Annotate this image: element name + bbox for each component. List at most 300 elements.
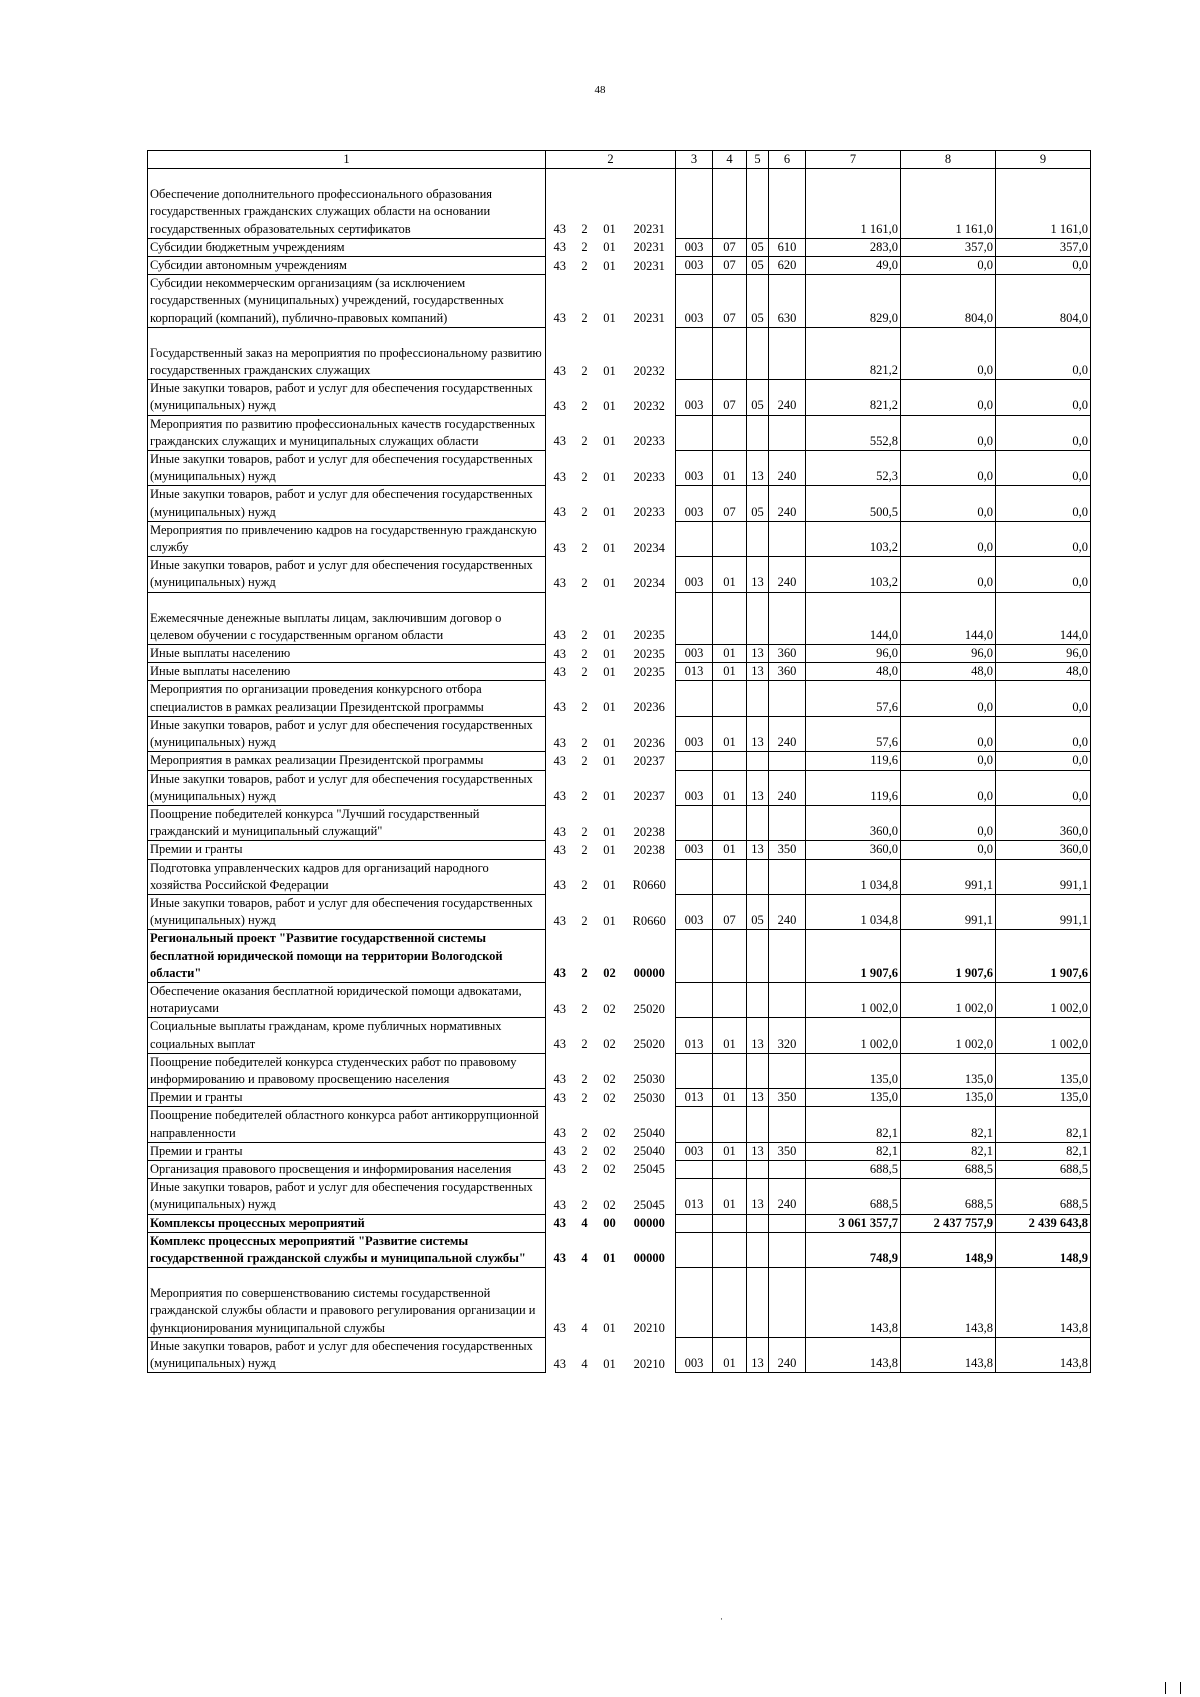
code-expense-type	[769, 805, 806, 840]
row-name: Иные закупки товаров, работ и услуг для обеспечения государственных (муниципальных) нужд	[148, 1337, 546, 1372]
amount-col-8: 0,0	[901, 681, 996, 716]
amount-col-8: 135,0	[901, 1089, 996, 1107]
amount-col-9: 0,0	[996, 380, 1091, 415]
scan-artifact-dot: ·	[720, 1614, 723, 1624]
code-subprogram: 2	[581, 789, 588, 804]
amount-col-7: 552,8	[806, 415, 901, 450]
code-section: 01	[713, 1179, 747, 1214]
code-expense-type: 240	[769, 1179, 806, 1214]
amount-col-9: 143,8	[996, 1337, 1091, 1372]
amount-col-8: 0,0	[901, 380, 996, 415]
amount-col-7: 1 002,0	[806, 1018, 901, 1053]
code-expense-type: 240	[769, 486, 806, 521]
table-row	[148, 380, 1091, 415]
code-section: 01	[713, 716, 747, 751]
code-expense-type	[769, 592, 806, 644]
code-program: 43	[546, 1107, 574, 1142]
code-structural-element: 01	[603, 575, 616, 590]
code-subprogram: 2	[581, 540, 588, 555]
amount-col-9: 1 161,0	[996, 169, 1091, 239]
code-section	[713, 327, 747, 379]
code-section	[713, 521, 747, 556]
code-subsection	[747, 1214, 769, 1232]
code-expense-type	[769, 1107, 806, 1142]
amount-col-8: 144,0	[901, 592, 996, 644]
code-program: 43	[546, 557, 574, 592]
code-subsection: 05	[747, 275, 769, 328]
code-subsection: 13	[747, 1337, 769, 1372]
table-row	[148, 805, 1091, 840]
code-section: 01	[713, 1142, 747, 1160]
code-subprogram: 2	[581, 505, 588, 520]
amount-col-9: 991,1	[996, 859, 1091, 894]
code-department: 013	[676, 1089, 713, 1107]
amount-col-9: 0,0	[996, 557, 1091, 592]
code-direction: 25030	[624, 1053, 676, 1088]
code-program: 43	[546, 238, 574, 256]
row-name: Подготовка управленческих кадров для организаций народного хозяйства Российской Федерации	[148, 859, 546, 894]
table-row	[148, 275, 1091, 328]
code-program: 43	[546, 645, 574, 663]
code-section: 07	[713, 380, 747, 415]
code-structural-element: 01	[603, 664, 616, 679]
code-department	[676, 982, 713, 1017]
code-subsection: 05	[747, 257, 769, 275]
code-department	[676, 1107, 713, 1142]
code-expense-type: 610	[769, 238, 806, 256]
row-name: Мероприятия по совершенствованию системы государственной гражданской службы области и правового регулирования организации и функционирования муниципальной службы	[148, 1268, 546, 1338]
row-name: Иные закупки товаров, работ и услуг для обеспечения государственных (муниципальных) нужд	[148, 451, 546, 486]
code-direction: 20235	[624, 592, 676, 644]
row-name: Иные закупки товаров, работ и услуг для обеспечения государственных (муниципальных) нужд	[148, 557, 546, 592]
code-structural-element: 02	[603, 1037, 616, 1052]
code-direction: 25020	[624, 982, 676, 1017]
row-name: Обеспечение оказания бесплатной юридической помощи адвокатами, нотариусами	[148, 982, 546, 1017]
code-department: 003	[676, 1142, 713, 1160]
code-program: 43	[546, 1018, 574, 1053]
code-department	[676, 1268, 713, 1338]
code-direction: 20233	[624, 451, 676, 486]
amount-col-9: 135,0	[996, 1089, 1091, 1107]
amount-col-8: 1 161,0	[901, 169, 996, 239]
table-row	[148, 557, 1091, 592]
code-structural-element: 01	[603, 628, 616, 643]
code-section	[713, 1053, 747, 1088]
code-direction: 25030	[624, 1089, 676, 1107]
code-department	[676, 521, 713, 556]
amount-col-9: 0,0	[996, 521, 1091, 556]
amount-col-9: 688,5	[996, 1160, 1091, 1178]
code-direction: 20233	[624, 486, 676, 521]
amount-col-8: 0,0	[901, 327, 996, 379]
amount-col-7: 821,2	[806, 380, 901, 415]
column-header-9: 9	[996, 151, 1091, 169]
table-row	[148, 663, 1091, 681]
code-subprogram: 2	[581, 434, 588, 449]
table-row	[148, 1337, 1091, 1372]
amount-col-7: 143,8	[806, 1337, 901, 1372]
code-subsection: 13	[747, 1018, 769, 1053]
table-row	[148, 1089, 1091, 1107]
amount-col-8: 148,9	[901, 1232, 996, 1267]
amount-col-9: 144,0	[996, 592, 1091, 644]
code-direction: 20231	[624, 275, 676, 328]
code-program: 43	[546, 451, 574, 486]
code-direction: 20238	[624, 841, 676, 859]
amount-col-7: 360,0	[806, 841, 901, 859]
code-department: 013	[676, 1179, 713, 1214]
amount-col-7: 49,0	[806, 257, 901, 275]
amount-col-9: 2 439 643,8	[996, 1214, 1091, 1232]
row-name: Иные выплаты населению	[148, 663, 546, 681]
code-direction: 20232	[624, 327, 676, 379]
code-program: 43	[546, 805, 574, 840]
code-section	[713, 1232, 747, 1267]
amount-col-9: 143,8	[996, 1268, 1091, 1338]
amount-col-7: 96,0	[806, 645, 901, 663]
amount-col-9: 1 907,6	[996, 930, 1091, 983]
code-department: 003	[676, 716, 713, 751]
table-row	[148, 752, 1091, 770]
code-subsection: 13	[747, 557, 769, 592]
table-row	[148, 1053, 1091, 1088]
row-name: Комплекс процессных мероприятий "Развитие системы государственной гражданской службы и муниципальной службы"	[148, 1232, 546, 1267]
code-structural-element: 01	[603, 540, 616, 555]
amount-col-7: 1 161,0	[806, 169, 901, 239]
amount-col-7: 144,0	[806, 592, 901, 644]
code-section	[713, 859, 747, 894]
amount-col-9: 804,0	[996, 275, 1091, 328]
code-structural-element: 01	[603, 753, 616, 768]
row-name: Мероприятия по привлечению кадров на государственную гражданскую службу	[148, 521, 546, 556]
code-section	[713, 752, 747, 770]
table-row	[148, 327, 1091, 379]
amount-col-7: 57,6	[806, 681, 901, 716]
code-subprogram: 2	[581, 1144, 588, 1159]
amount-col-8: 688,5	[901, 1160, 996, 1178]
amount-col-8: 1 907,6	[901, 930, 996, 983]
code-program: 43	[546, 930, 574, 983]
table-row	[148, 894, 1091, 929]
code-program: 43	[546, 770, 574, 805]
amount-col-7: 688,5	[806, 1179, 901, 1214]
code-section: 07	[713, 486, 747, 521]
code-expense-type	[769, 681, 806, 716]
table-row	[148, 1107, 1091, 1142]
code-department: 003	[676, 770, 713, 805]
amount-col-9: 357,0	[996, 238, 1091, 256]
code-expense-type: 240	[769, 716, 806, 751]
amount-col-9: 96,0	[996, 645, 1091, 663]
code-direction: 25045	[624, 1160, 676, 1178]
table-row	[148, 1160, 1091, 1178]
code-structural-element: 01	[603, 913, 616, 928]
amount-col-9: 991,1	[996, 894, 1091, 929]
code-section	[713, 930, 747, 983]
amount-col-7: 283,0	[806, 238, 901, 256]
code-program: 43	[546, 257, 574, 275]
amount-col-9: 0,0	[996, 770, 1091, 805]
amount-col-7: 1 034,8	[806, 859, 901, 894]
row-name: Субсидии автономным учреждениям	[148, 257, 546, 275]
code-section: 01	[713, 1337, 747, 1372]
code-subprogram: 4	[581, 1251, 588, 1266]
code-subsection	[747, 859, 769, 894]
table-row	[148, 1142, 1091, 1160]
code-subprogram: 2	[581, 1037, 588, 1052]
code-program: 43	[546, 841, 574, 859]
amount-col-9: 0,0	[996, 415, 1091, 450]
amount-col-7: 82,1	[806, 1142, 901, 1160]
code-subsection: 05	[747, 380, 769, 415]
row-name: Мероприятия в рамках реализации Президентской программы	[148, 752, 546, 770]
amount-col-7: 135,0	[806, 1089, 901, 1107]
code-subsection	[747, 1232, 769, 1267]
amount-col-7: 143,8	[806, 1268, 901, 1338]
code-structural-element: 01	[603, 1356, 616, 1371]
table-row	[148, 681, 1091, 716]
code-program: 43	[546, 752, 574, 770]
code-direction: 20238	[624, 805, 676, 840]
column-header-2: 2	[546, 151, 676, 169]
amount-col-8: 0,0	[901, 521, 996, 556]
amount-col-7: 52,3	[806, 451, 901, 486]
code-structural-element: 01	[603, 363, 616, 378]
amount-col-8: 82,1	[901, 1142, 996, 1160]
code-subsection: 13	[747, 1179, 769, 1214]
amount-col-9: 0,0	[996, 257, 1091, 275]
code-structural-element: 01	[603, 505, 616, 520]
code-subsection	[747, 592, 769, 644]
code-program: 43	[546, 1179, 574, 1214]
code-program: 43	[546, 486, 574, 521]
code-section	[713, 415, 747, 450]
code-subsection: 05	[747, 486, 769, 521]
code-section: 01	[713, 451, 747, 486]
code-subsection	[747, 930, 769, 983]
code-direction: 00000	[624, 1214, 676, 1232]
amount-col-7: 135,0	[806, 1053, 901, 1088]
table-row	[148, 841, 1091, 859]
code-expense-type: 350	[769, 1142, 806, 1160]
code-structural-element: 00	[603, 1216, 616, 1231]
code-structural-element: 01	[603, 258, 616, 273]
code-direction: 20231	[624, 257, 676, 275]
code-structural-element: 01	[603, 878, 616, 893]
amount-col-9: 0,0	[996, 681, 1091, 716]
code-expense-type: 320	[769, 1018, 806, 1053]
code-structural-element: 01	[603, 434, 616, 449]
code-program: 43	[546, 275, 574, 328]
code-direction: 20210	[624, 1268, 676, 1338]
amount-col-8: 0,0	[901, 716, 996, 751]
column-header-1: 1	[148, 151, 546, 169]
amount-col-9: 1 002,0	[996, 982, 1091, 1017]
amount-col-9: 0,0	[996, 752, 1091, 770]
amount-col-7: 1 002,0	[806, 982, 901, 1017]
code-expense-type	[769, 752, 806, 770]
code-structural-element: 01	[603, 824, 616, 839]
code-subprogram: 2	[581, 1090, 588, 1105]
row-name: Иные закупки товаров, работ и услуг для обеспечения государственных (муниципальных) нужд	[148, 1179, 546, 1214]
code-expense-type: 360	[769, 645, 806, 663]
table-row	[148, 645, 1091, 663]
code-program: 43	[546, 169, 574, 239]
code-subprogram: 4	[581, 1356, 588, 1371]
code-structural-element: 02	[603, 1090, 616, 1105]
code-department	[676, 592, 713, 644]
code-direction: 20231	[624, 169, 676, 239]
amount-col-8: 357,0	[901, 238, 996, 256]
code-direction: 25040	[624, 1142, 676, 1160]
code-program: 43	[546, 592, 574, 644]
code-structural-element: 01	[603, 222, 616, 237]
code-program: 43	[546, 716, 574, 751]
code-department: 003	[676, 645, 713, 663]
table-row	[148, 257, 1091, 275]
amount-col-7: 748,9	[806, 1232, 901, 1267]
code-program: 43	[546, 415, 574, 450]
budget-table	[147, 150, 1091, 1373]
code-section	[713, 1268, 747, 1338]
amount-col-7: 821,2	[806, 327, 901, 379]
code-section	[713, 592, 747, 644]
code-department	[676, 930, 713, 983]
table-row	[148, 1179, 1091, 1214]
table-row	[148, 1268, 1091, 1338]
amount-col-9: 688,5	[996, 1179, 1091, 1214]
amount-col-9: 360,0	[996, 805, 1091, 840]
code-subsection: 13	[747, 1142, 769, 1160]
code-subsection	[747, 1107, 769, 1142]
row-name: Иные закупки товаров, работ и услуг для обеспечения государственных (муниципальных) нужд	[148, 486, 546, 521]
amount-col-7: 3 061 357,7	[806, 1214, 901, 1232]
code-expense-type	[769, 1232, 806, 1267]
row-name: Ежемесячные денежные выплаты лицам, заключившим договор о целевом обучении с государственным органом области	[148, 592, 546, 644]
code-department	[676, 169, 713, 239]
code-subsection: 13	[747, 841, 769, 859]
code-subprogram: 2	[581, 878, 588, 893]
column-header-3: 3	[676, 151, 713, 169]
code-department	[676, 1232, 713, 1267]
code-program: 43	[546, 1053, 574, 1088]
code-direction: 20235	[624, 645, 676, 663]
code-expense-type	[769, 415, 806, 450]
code-subsection: 05	[747, 894, 769, 929]
amount-col-7: 48,0	[806, 663, 901, 681]
code-subsection: 13	[747, 770, 769, 805]
amount-col-8: 0,0	[901, 557, 996, 592]
code-subsection: 05	[747, 238, 769, 256]
code-direction: 20236	[624, 716, 676, 751]
code-subprogram: 2	[581, 222, 588, 237]
code-section	[713, 805, 747, 840]
code-department	[676, 1214, 713, 1232]
code-structural-element: 02	[603, 1126, 616, 1141]
table-row	[148, 1214, 1091, 1232]
code-program: 43	[546, 327, 574, 379]
amount-col-8: 135,0	[901, 1053, 996, 1088]
code-subprogram: 2	[581, 363, 588, 378]
table-row	[148, 859, 1091, 894]
code-subprogram: 2	[581, 469, 588, 484]
code-subprogram: 2	[581, 1197, 588, 1212]
code-expense-type	[769, 521, 806, 556]
code-department	[676, 415, 713, 450]
code-subsection	[747, 982, 769, 1017]
code-direction: 25040	[624, 1107, 676, 1142]
code-expense-type: 350	[769, 841, 806, 859]
table-body	[148, 169, 1091, 1373]
amount-col-8: 0,0	[901, 451, 996, 486]
code-subprogram: 2	[581, 842, 588, 857]
code-direction: 20233	[624, 415, 676, 450]
amount-col-8: 688,5	[901, 1179, 996, 1214]
code-program: 43	[546, 1160, 574, 1178]
code-department: 013	[676, 1018, 713, 1053]
code-direction: 20234	[624, 557, 676, 592]
code-department: 003	[676, 1337, 713, 1372]
amount-col-7: 103,2	[806, 521, 901, 556]
code-program: 43	[546, 1268, 574, 1338]
code-section	[713, 982, 747, 1017]
amount-col-7: 500,5	[806, 486, 901, 521]
code-expense-type: 630	[769, 275, 806, 328]
code-subsection	[747, 752, 769, 770]
code-subprogram: 2	[581, 240, 588, 255]
code-department	[676, 681, 713, 716]
amount-col-8: 991,1	[901, 859, 996, 894]
code-direction: 20231	[624, 238, 676, 256]
code-structural-element: 01	[603, 789, 616, 804]
code-structural-element: 02	[603, 966, 616, 981]
amount-col-8: 1 002,0	[901, 1018, 996, 1053]
row-name: Иные закупки товаров, работ и услуг для обеспечения государственных (муниципальных) нужд	[148, 770, 546, 805]
amount-col-9: 82,1	[996, 1142, 1091, 1160]
code-program: 43	[546, 894, 574, 929]
row-name: Региональный проект "Развитие государственной системы бесплатной юридической помощи на территории Вологодской области"	[148, 930, 546, 983]
row-name: Социальные выплаты гражданам, кроме публичных нормативных социальных выплат	[148, 1018, 546, 1053]
code-direction: 20237	[624, 770, 676, 805]
code-direction: 25020	[624, 1018, 676, 1053]
amount-col-8: 0,0	[901, 841, 996, 859]
code-subsection	[747, 1268, 769, 1338]
table-row	[148, 486, 1091, 521]
table-row	[148, 982, 1091, 1017]
code-subsection	[747, 415, 769, 450]
code-direction: 25045	[624, 1179, 676, 1214]
amount-col-9: 1 002,0	[996, 1018, 1091, 1053]
code-department	[676, 805, 713, 840]
code-subsection: 13	[747, 716, 769, 751]
code-direction: 20235	[624, 663, 676, 681]
row-name: Премии и гранты	[148, 1142, 546, 1160]
code-expense-type: 240	[769, 451, 806, 486]
table-row	[148, 716, 1091, 751]
code-expense-type	[769, 1053, 806, 1088]
amount-col-7: 119,6	[806, 752, 901, 770]
table-row	[148, 415, 1091, 450]
code-subprogram: 2	[581, 1126, 588, 1141]
code-department: 003	[676, 486, 713, 521]
row-name: Субсидии некоммерческим организациям (за исключением государственных (муниципальных) учреждений, государственных корпораций (компаний), публично-правовых компаний)	[148, 275, 546, 328]
amount-col-9: 0,0	[996, 716, 1091, 751]
code-section: 01	[713, 557, 747, 592]
code-direction: 20237	[624, 752, 676, 770]
code-subsection: 13	[747, 645, 769, 663]
code-section	[713, 681, 747, 716]
code-subsection	[747, 327, 769, 379]
